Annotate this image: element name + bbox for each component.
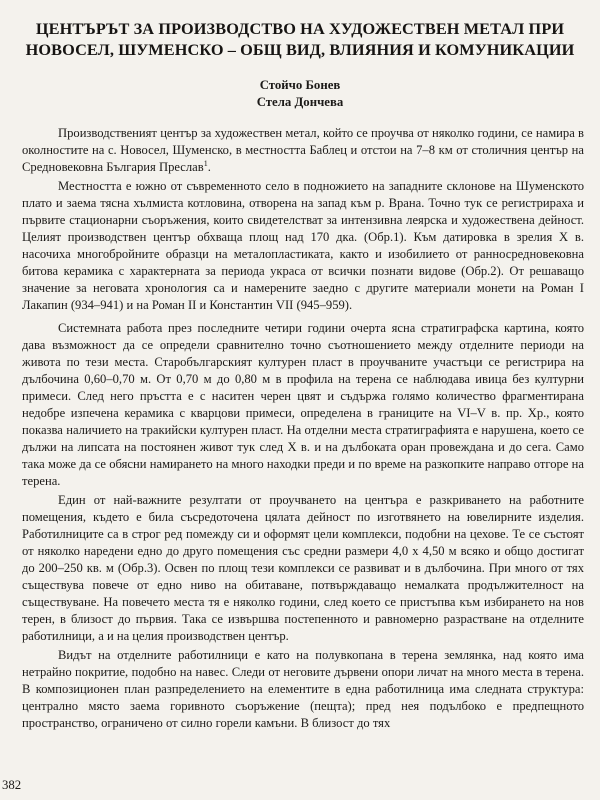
author-name: Стела Дончева (256, 95, 344, 109)
paragraph-text: Производственият център за художествен метал, който се проучва от няколко години, се намира в околностите на с. Новосел, Шуменско, в местността Баблец и отстои на 7–8 км от столичния център на Средновековна България Преслав (22, 126, 584, 174)
page-number: 382 (2, 778, 22, 792)
paragraph: Системната работа през последните четири години очерта ясна стратиграфска картина, която дава възможност да се определи сравнително точно съотношението между отделните периоди на живота по тези места. Старобългарският културен пласт в проучваните участъци се регистрира на дълбочина 0,60–0,70 м. От 0,70 м до 0,80 м в профила на терена се наблюдава ивица без културни примеси. След него пръстта е с наситен черен цвят и съдържа голямо количество фрагментирана недобре изпечена керамика с кварцови примеси, определена в границите на VI–V в. пр. Хр., която показва наличието на тракийски културен пласт. На отделни места стратиграфията е нарушена, което се дължи на липсата на постоянен живот тук след X в. и на дълбоката оран провеждана и до сега. Само така може да се обясни намирането на много находки преди и по време на разкопките направо отгоре на терена. (22, 321, 584, 488)
paragraph: Местността е южно от съвременното село в подножието на западните склонове на Шуменското плато и заема тясна хълмиста котловина, отворена на запад към р. Врана. Точно тук се регистрираха и първите стационарни съоръжения, които свидетелстват за интензивна леярска и художествена дейност. Целият производствен център обхваща площ над 170 дка. (Обр.1). Към датировка в зрелия X в. насочиха многобройните образци на металопластиката, както и изобилието от ранносредновековна битова керамика с характерната за периода украса от всички познати видове (Обр.2). От решаващо значение за неговата хронология са и намерените заедно с другите материали монети на Роман I Лакапин (934–941) и на Роман II и Константин VII (945–959). (22, 179, 584, 312)
article-body (22, 125, 584, 734)
paragraph: Видът на отделните работилници е като на полувкопана в терена землянка, над която има нетрайно покритие, подобно на навес. Следи от неговите дървени опори личат на много места в терена. В композиционен план разпределението на елементите в една работилница има следната структура: централно място заема горивното съоръжение (пещта); пред нея подълбоко е предпещното пространство, ограничено от силно горели камъни. В близост до тях (22, 648, 584, 730)
author-name: Стойчо Бонев (259, 78, 341, 92)
title-line-1: ЦЕНТЪРЪТ ЗА ПРОИЗВОДСТВО НА ХУДОЖЕСТВЕН МЕТАЛ ПРИ (35, 19, 565, 38)
author-list (0, 77, 600, 111)
paragraph: Производственият център за художествен метал, който се проучва от няколко години, се намира в околностите на с. Новосел, Шуменско, в местността Баблец и отстои на 7–8 км от столичния център на Средновековна България Преслав$^1$. (22, 126, 584, 174)
footnote-marker[interactable]: 1 (203, 158, 208, 168)
paragraph: Един от най-важните резултати от проучването на центъра е разкриването на работните помещения, където е била съсредоточена цялата дейност по изготвянето на ювелирните изделия. Работилниците са в строг ред помежду си и оформят цели комплекси, подобни на цехове. Те се състоят от няколко наредени едно до друго помещения със средни размери 4,0 х 4,50 м всяко и общо достигат до 200–250 кв. м (Обр.3). Освен по площ тези комплекси се развиват и в дълбочина. При много от тях съществува повече от едно ниво на обитаване, потвърждаващо немалката продължителност на съществуване. На повечето места тя е няколко години, след което се пристъпва към избирането на нов терен, в близост до първия. Така се извършва постепенното и равномерно разрастване на отделните работилници, а и на целия производствен център. (22, 493, 584, 643)
title-line-2: НОВОСЕЛ, ШУМЕНСКО – ОБЩ ВИД, ВЛИЯНИЯ И КОМУНИКАЦИИ (25, 40, 575, 59)
article-title (0, 18, 600, 60)
